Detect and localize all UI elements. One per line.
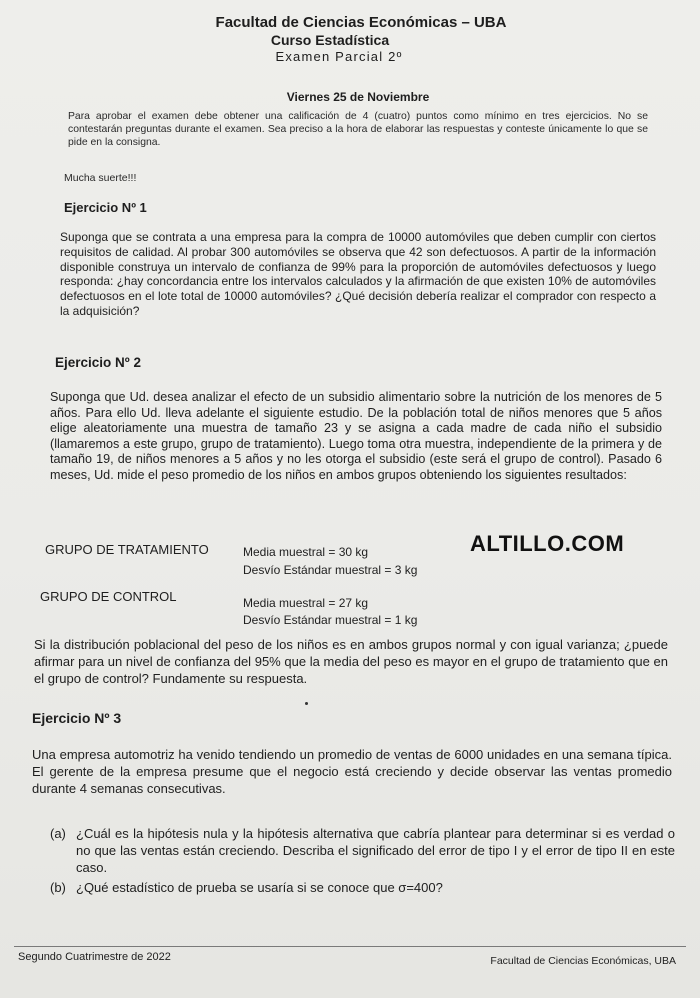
exercise-3-item-a: [50, 825, 675, 876]
course-title: Curso Estadística: [270, 32, 390, 48]
speck: [305, 702, 308, 705]
control-mean: Media muestral = 27 kg: [243, 596, 369, 610]
treatment-sd: Desvío Estándar muestral = 3 kg: [243, 563, 418, 577]
instructions-text: Para aprobar el examen debe obtener una calificación de 4 (cuatro) puntos como mínimo en tres ejercicios. No se contestarán preguntas durante el examen. Sea preciso a la hora de elaborar las respuestas y conteste únicamente lo que se pide en la consigna.: [68, 111, 648, 148]
exercise-1-title: Ejercicio Nº 1: [64, 200, 147, 215]
control-group-label: GRUPO DE CONTROL: [40, 589, 177, 604]
exam-header: [0, 14, 700, 64]
good-luck-text: Mucha suerte!!!: [64, 172, 137, 184]
treatment-group-label: GRUPO DE TRATAMIENTO: [45, 542, 209, 557]
item-text: ¿Qué estadístico de prueba se usaría si se conoce que σ=400?: [76, 880, 443, 895]
footer-semester: Segundo Cuatrimestre de 2022: [18, 951, 171, 963]
item-text: ¿Cuál es la hipótesis nula y la hipótesis alternativa que cabría plantear para determinar si es verdad o no que las ventas están creciendo. Describa el significado del error de tipo I y el error de tipo II en este caso.: [76, 826, 675, 875]
exercise-2-title: Ejercicio Nº 2: [55, 355, 141, 370]
altillo-watermark: ALTILLO.COM: [470, 531, 625, 556]
exercise-3-item-b: [50, 879, 675, 896]
institution-title: Facultad de Ciencias Económicas – UBA: [215, 14, 507, 31]
footer-faculty: Facultad de Ciencias Económicas, UBA: [490, 955, 676, 967]
exercise-1-text: Suponga que se contrata a una empresa para la compra de 10000 automóviles que deben cumplir con ciertos requisitos de calidad. Al probar 300 automóviles se observa que 42 son defectuosos. A partir de la información disponible construya un intervalo de confianza de 99% para la proporción de automóviles defectuosos y luego responda: ¿hay concordancia entre los intervalos calculados y la afirmación de que existen 10% de automóviles defectuosos en el lote total de 10000 automóviles? ¿Qué decisión debería realizar el comprador con respecto a la adquisición?: [60, 230, 656, 318]
item-label: (a): [50, 826, 66, 841]
footer-divider: [14, 946, 686, 947]
exercise-2-text: Suponga que Ud. desea analizar el efecto de un subsidio alimentario sobre la nutrición de los menores de 5 años. Para ello Ud. lleva adelante el siguiente estudio. De la población total de niños menores que 5 años elige aleatoriamente una muestra de tamaño 23 y se asigna a cada madre de cada niño el subsidio (llamaremos a este grupo, grupo de tratamiento). Luego toma otra muestra, independiente de la primera y de tamaño 19, de niños menores a 5 años y no les otorga el subsidio (este será el grupo de control). Pasado 6 meses, Ud. mide el peso promedio de los niños en ambos grupos obteniendo los siguientes resultados:: [50, 390, 662, 482]
exam-date: Viernes 25 de Noviembre: [286, 90, 430, 104]
treatment-mean: Media muestral = 30 kg: [243, 545, 369, 559]
exam-title: Examen Parcial 2º: [275, 49, 403, 64]
exercise-3-title: Ejercicio Nº 3: [32, 710, 122, 726]
item-label: (b): [50, 880, 66, 895]
exercise-3-text: Una empresa automotriz ha venido tendiendo un promedio de ventas de 6000 unidades en una semana típica. El gerente de la empresa presume que el negocio está creciendo y decide observar las ventas promedio durante 4 semanas consecutivas.: [32, 747, 672, 796]
control-sd: Desvío Estándar muestral = 1 kg: [243, 613, 418, 627]
exercise-2-question: Si la distribución poblacional del peso de los niños es en ambos grupos normal y con igual varianza; ¿puede afirmar para un nivel de confianza del 95% que la media del peso es mayor en el grupo de tratamiento que en el grupo de control? Fundamente su respuesta.: [34, 637, 668, 686]
